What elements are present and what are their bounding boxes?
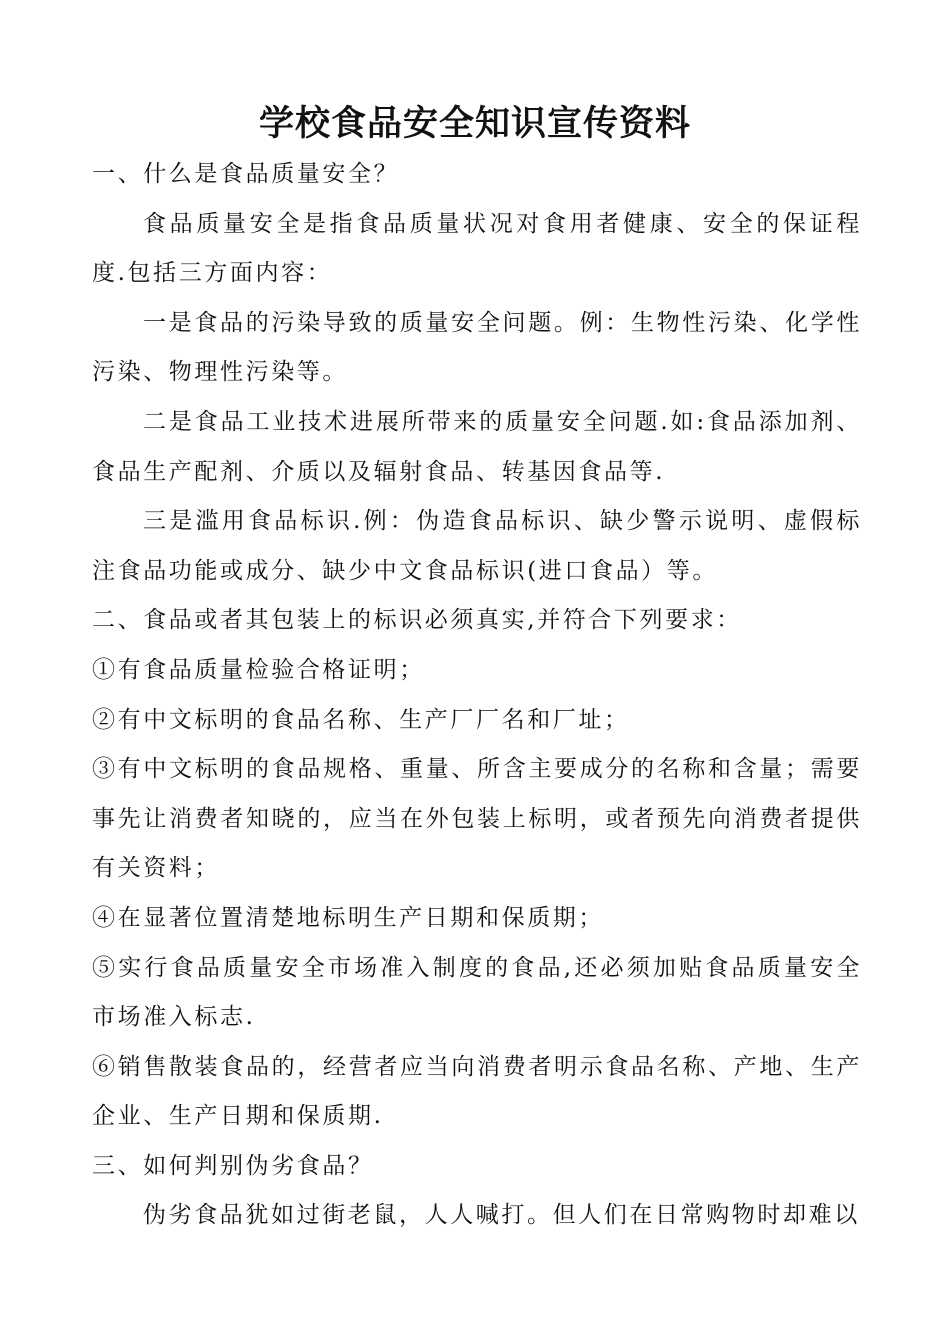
paragraph-point-two: 二是食品工业技术进展所带来的质量安全问题.如:食品添加剂、食品生产配剂、介质以及辐射食品、转基因食品等. (92, 408, 862, 485)
paragraph-counterfeit-intro: 伪劣食品犹如过街老鼠，人人喊打。但人们在日常购物时却难以 (143, 1202, 860, 1229)
requirement-item-5: ⑤实行食品质量安全市场准入制度的食品,还必须加贴食品质量安全市场准入标志. (92, 954, 862, 1031)
requirement-item-3: ③有中文标明的食品规格、重量、所含主要成分的名称和含量；需要事先让消费者知晓的，应当在外包装上标明，或者预先向消费者提供有关资料； (92, 756, 862, 882)
requirement-item-6: ⑥销售散装食品的，经营者应当向消费者明示食品名称、产地、生产企业、生产日期和保质期. (92, 1053, 862, 1130)
section-heading-3: 三、如何判别伪劣食品？ (92, 1152, 374, 1179)
section-heading-1: 一、什么是食品质量安全？ (92, 161, 400, 187)
paragraph-point-one: 一是食品的污染导致的质量安全问题。例：生物性污染、化学性污染、物理性污染等。 (92, 309, 862, 386)
requirement-item-2: ②有中文标明的食品名称、生产厂厂名和厂址； (92, 706, 630, 733)
document-body (92, 150, 862, 1241)
paragraph-point-three: 三是滥用食品标识.例：伪造食品标识、缺少警示说明、虚假标注食品功能或成分、缺少中文食品标识(进口食品）等。 (92, 508, 862, 584)
paragraph-definition: 食品质量安全是指食品质量状况对食用者健康、安全的保证程度.包括三方面内容： (92, 210, 862, 287)
document-title: 学校食品安全知识宣传资料 (258, 104, 691, 144)
requirement-item-4: ④在显著位置清楚地标明生产日期和保质期； (92, 904, 604, 931)
requirement-item-1: ①有食品质量检验合格证明； (92, 656, 425, 683)
section-heading-2: 二、食品或者其包装上的标识必须真实,并符合下列要求： (92, 607, 742, 634)
